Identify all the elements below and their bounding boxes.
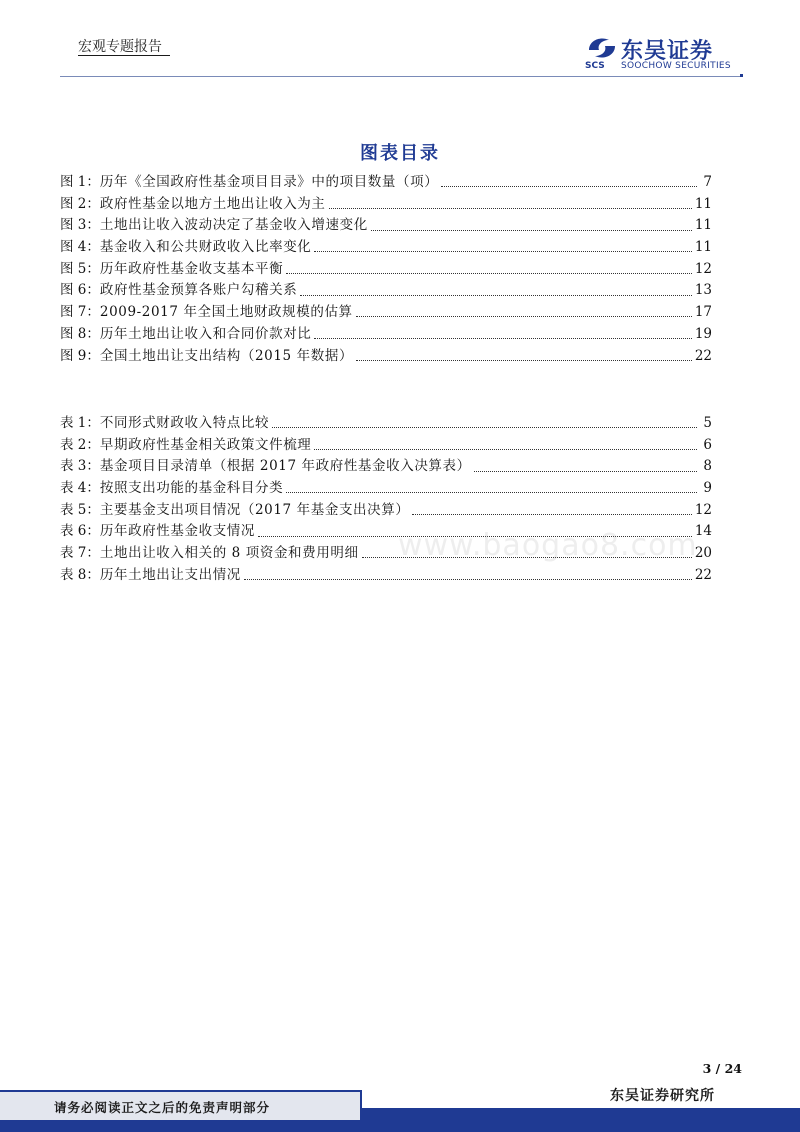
- toc-entry-title: 政府性基金预算各账户勾稽关系: [99, 282, 298, 299]
- toc-entry-page: 14: [694, 523, 712, 540]
- footer-institute: 东吴证券研究所: [610, 1088, 715, 1104]
- logo-swirl-icon: [585, 34, 619, 62]
- toc-entry-title: 土地出让收入相关的 8 项资金和费用明细: [99, 545, 359, 562]
- toc-figure-entry[interactable]: [60, 259, 712, 281]
- toc-leader-dots: [314, 449, 697, 450]
- toc-figure-entry[interactable]: [60, 172, 712, 194]
- toc-figure-entry[interactable]: [60, 237, 712, 259]
- toc-entry-label: 表 4：: [60, 480, 100, 497]
- toc-entry-label: 图 9：: [60, 347, 100, 364]
- watermark: www.baogao8.com: [398, 528, 698, 563]
- toc-leader-dots: [286, 492, 697, 493]
- toc-leader-dots: [356, 360, 692, 361]
- toc-entry-title: 早期政府性基金相关政策文件梳理: [99, 436, 312, 453]
- toc-entry-title: 历年《全国政府性基金项目目录》中的项目数量（项）: [99, 174, 439, 190]
- report-type-underline: [78, 55, 170, 56]
- toc-entry-label: 图 2：: [60, 195, 100, 212]
- toc-leader-dots: [412, 514, 691, 515]
- toc-figure-entry[interactable]: [60, 324, 712, 346]
- toc-entry-page: 6: [703, 436, 712, 453]
- toc-title: 图表目录: [360, 143, 440, 164]
- toc-figure-entry[interactable]: [60, 194, 712, 216]
- footer-band-right: [362, 1108, 800, 1132]
- toc-leader-dots: [286, 273, 692, 274]
- toc-entry-page: 19: [694, 325, 712, 342]
- toc-table-entry[interactable]: [60, 565, 712, 587]
- toc-entry-title: 不同形式财政收入特点比较: [99, 415, 270, 431]
- toc-figure-entry[interactable]: [60, 280, 712, 302]
- toc-entry-page: 17: [694, 304, 712, 321]
- figure-list: [60, 172, 712, 367]
- toc-entry-page: 13: [694, 282, 712, 299]
- toc-entry-page: 20: [694, 545, 712, 562]
- company-logo: [585, 34, 750, 76]
- toc-table-entry[interactable]: [60, 456, 712, 478]
- toc-table-entry[interactable]: [60, 500, 712, 522]
- toc-leader-dots: [441, 186, 697, 187]
- toc-entry-title: 历年土地出让收入和合同价款对比: [99, 325, 312, 342]
- toc-entry-label: 图 7：: [60, 304, 100, 321]
- toc-table-entry[interactable]: [60, 478, 712, 500]
- logo-name-en: SOOCHOW SECURITIES: [621, 61, 731, 71]
- toc-figure-entry[interactable]: [60, 215, 712, 237]
- toc-leader-dots: [314, 338, 691, 339]
- toc-entry-label: 表 3：: [60, 458, 100, 475]
- toc-entry-title: 历年土地出让支出情况: [99, 566, 241, 583]
- toc-entry-page: 9: [703, 480, 712, 497]
- page-number: 3 / 24: [702, 1061, 742, 1076]
- toc-entry-title: 基金收入和公共财政收入比率变化: [99, 239, 312, 256]
- toc-entry-page: 12: [694, 501, 712, 518]
- toc-entry-page: 22: [694, 566, 712, 583]
- toc-entry-page: 11: [694, 195, 712, 212]
- toc-entry-label: 表 2：: [60, 436, 100, 453]
- toc-leader-dots: [356, 316, 692, 317]
- toc-entry-page: 11: [694, 217, 712, 234]
- footer-disclaimer: 请务必阅读正文之后的免责声明部分: [54, 1100, 271, 1115]
- toc-entry-title: 按照支出功能的基金科目分类: [99, 480, 284, 497]
- toc-entry-page: 7: [703, 174, 712, 190]
- toc-entry-page: 11: [694, 239, 712, 256]
- toc-table-entry[interactable]: [60, 413, 712, 435]
- toc-entry-page: 5: [703, 415, 712, 431]
- toc-entry-title: 全国土地出让支出结构（2015 年数据）: [99, 347, 354, 364]
- toc-table-entry[interactable]: [60, 435, 712, 457]
- logo-abbreviation: SCS: [585, 61, 605, 71]
- toc-entry-title: 历年政府性基金收支情况: [99, 523, 255, 540]
- toc-entry-title: 主要基金支出项目情况（2017 年基金支出决算）: [99, 501, 410, 518]
- toc-entry-title: 历年政府性基金收支基本平衡: [99, 260, 284, 277]
- toc-figure-entry[interactable]: [60, 346, 712, 368]
- toc-entry-title: 土地出让收入波动决定了基金收入增速变化: [99, 217, 368, 234]
- toc-figure-entry[interactable]: [60, 302, 712, 324]
- toc-entry-label: 表 8：: [60, 566, 100, 583]
- toc-entry-label: 表 5：: [60, 501, 100, 518]
- toc-entry-page: 8: [703, 458, 712, 475]
- toc-entry-page: 12: [694, 260, 712, 277]
- toc-entry-title: 政府性基金以地方土地出让收入为主: [99, 195, 326, 212]
- toc-entry-label: 图 6：: [60, 282, 100, 299]
- toc-entry-label: 图 4：: [60, 239, 100, 256]
- toc-entry-label: 图 1：: [60, 174, 100, 190]
- toc-entry-label: 图 8：: [60, 325, 100, 342]
- toc-leader-dots: [329, 208, 692, 209]
- logo-name-cn: 东吴证券: [621, 39, 714, 64]
- toc-leader-dots: [371, 230, 692, 231]
- toc-entry-title: 2009-2017 年全国土地财政规模的估算: [99, 304, 353, 321]
- toc-leader-dots: [272, 427, 697, 428]
- toc-entry-label: 图 3：: [60, 217, 100, 234]
- header-divider: [60, 76, 743, 77]
- toc-entry-label: 表 6：: [60, 523, 100, 540]
- toc-entry-label: 表 7：: [60, 545, 100, 562]
- toc-entry-label: 图 5：: [60, 260, 100, 277]
- toc-entry-title: 基金项目目录清单（根据 2017 年政府性基金收入决算表）: [99, 458, 471, 475]
- header-divider-mark: [740, 74, 743, 77]
- toc-entry-page: 22: [694, 347, 712, 364]
- toc-leader-dots: [244, 579, 692, 580]
- toc-leader-dots: [300, 295, 692, 296]
- toc-entry-label: 表 1：: [60, 415, 100, 431]
- toc-leader-dots: [474, 471, 697, 472]
- toc-leader-dots: [314, 251, 691, 252]
- report-type-label: 宏观专题报告: [78, 39, 162, 55]
